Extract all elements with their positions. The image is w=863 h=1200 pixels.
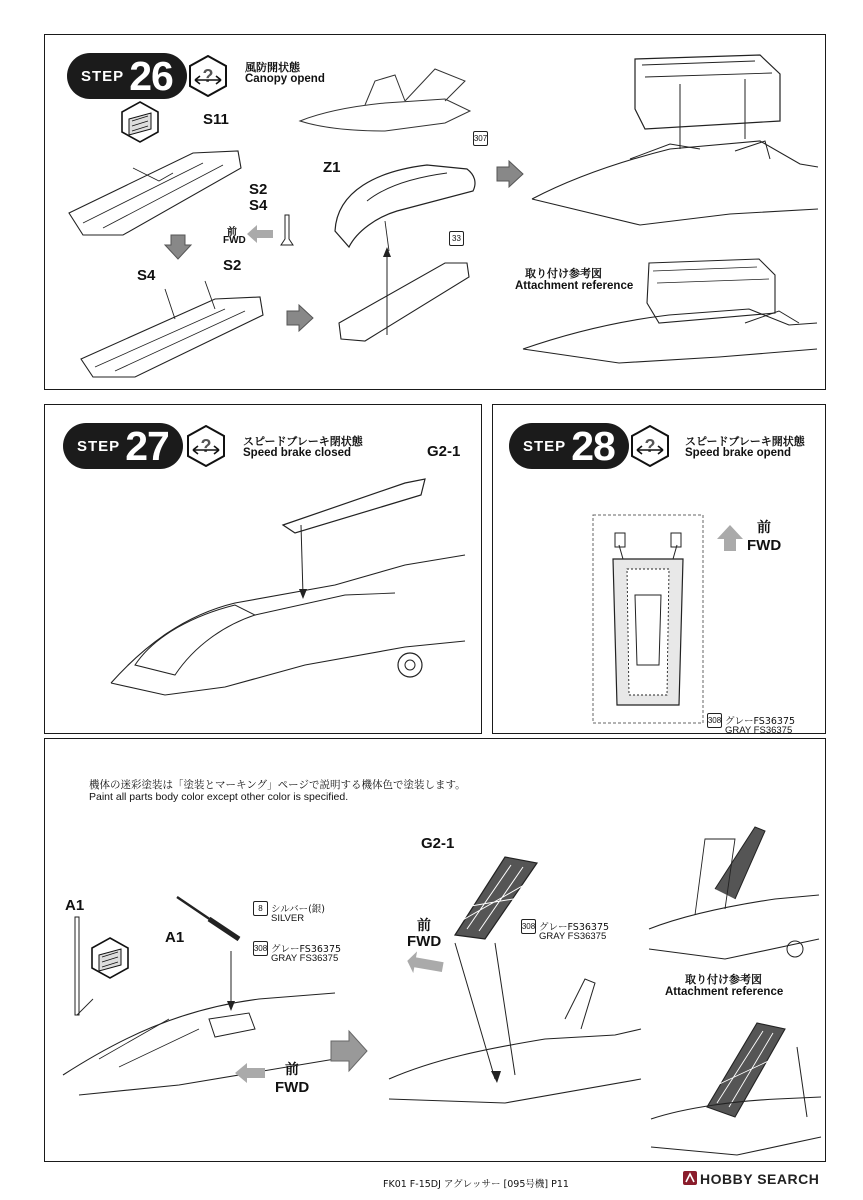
step-28-panel bbox=[492, 404, 826, 734]
part-label-s11: S11 bbox=[203, 111, 229, 128]
speed-brake-closed-sketch bbox=[105, 465, 475, 725]
svg-text:?: ? bbox=[644, 436, 656, 456]
reference-en-26: Attachment reference bbox=[515, 280, 634, 292]
step-number: 27 bbox=[125, 422, 169, 469]
silver-en: SILVER bbox=[271, 913, 305, 924]
paint-number-308: 308 bbox=[707, 713, 722, 728]
part-label-g2-1-bottom: G2-1 bbox=[421, 835, 455, 852]
canopy-reference-bottom bbox=[519, 253, 819, 373]
step-28-title-en: Speed brake opend bbox=[685, 447, 792, 459]
gray-en-b: GRAY FS36375 bbox=[539, 931, 607, 942]
right-arrow-icon-2 bbox=[495, 159, 525, 189]
gray-jp-a: グレーFS36375 bbox=[271, 944, 342, 955]
step-28-badge bbox=[509, 423, 629, 469]
step-word: STEP bbox=[77, 437, 121, 455]
decal-icon bbox=[119, 101, 161, 143]
page-footer: FK01 F-15DJ アグレッサー [095号機] P11 bbox=[383, 1179, 569, 1190]
part-label-g2-1: G2-1 bbox=[427, 443, 461, 460]
paint-note-jp: 機体の迷彩塗装は「塗装とマーキング」ページで説明する機体色で塗装します。 bbox=[89, 779, 466, 791]
reference-en-bottom: Attachment reference bbox=[665, 986, 784, 998]
paint-number-308-b: 308 bbox=[521, 919, 536, 934]
fwd-up-arrow-icon bbox=[715, 523, 745, 553]
step-27-badge bbox=[63, 423, 183, 469]
part-number-33: 33 bbox=[449, 231, 464, 246]
step-28-title-jp: スピードブレーキ開状態 bbox=[685, 435, 805, 448]
fwd-jp-label-a: 前 bbox=[285, 1062, 299, 1078]
canopy-frame-sketch bbox=[335, 243, 475, 343]
step-number: 28 bbox=[571, 422, 615, 469]
right-arrow-icon-1 bbox=[285, 303, 315, 333]
fwd-jp-label-28: 前 bbox=[757, 520, 771, 536]
lever-part-sketch bbox=[277, 213, 297, 249]
paint-jp-28: グレーFS36375 bbox=[725, 716, 796, 727]
fwd-arrow-icon bbox=[245, 223, 275, 245]
fwd-jp-label-b: 前 bbox=[417, 918, 431, 934]
reference-jp-26: 取り付け参考図 bbox=[525, 267, 602, 280]
seat-tub-sketch-2 bbox=[75, 279, 265, 379]
step-26-badge bbox=[67, 53, 187, 99]
reference-jp-bottom: 取り付け参考図 bbox=[685, 973, 762, 986]
fwd-en-label-b: FWD bbox=[407, 933, 442, 950]
paint-note-en: Paint all parts body color except other color is specified. bbox=[89, 791, 349, 803]
paint-number-8: 8 bbox=[253, 901, 268, 916]
fwd-en-label-a: FWD bbox=[275, 1079, 310, 1096]
part-label-s4-a: S4 bbox=[249, 197, 268, 214]
fwd-en-label-26: FWD bbox=[223, 235, 246, 246]
gray-en-a: GRAY FS36375 bbox=[271, 953, 339, 964]
down-arrow-icon bbox=[163, 233, 193, 261]
hobby-search-logo-icon bbox=[682, 1170, 698, 1186]
step-26-title-jp: 風防開状態 bbox=[245, 61, 300, 74]
paint-number-308-a: 308 bbox=[253, 941, 268, 956]
part-label-s4-b: S4 bbox=[137, 267, 156, 284]
step-27-title-jp: スピードブレーキ閉状態 bbox=[243, 435, 363, 448]
attachment-reference-bottom-sketch bbox=[647, 1007, 823, 1157]
part-label-z1: Z1 bbox=[323, 159, 341, 176]
part-label-s2-b: S2 bbox=[223, 257, 242, 274]
step-number: 26 bbox=[129, 52, 173, 99]
fwd-arrow-icon-bottom-a bbox=[233, 1061, 267, 1085]
attachment-reference-top-sketch bbox=[645, 819, 821, 969]
silver-jp: シルバー(銀) bbox=[271, 904, 326, 915]
canopy-open-reference-top bbox=[530, 49, 820, 229]
step-26-panel bbox=[44, 34, 826, 390]
step-word: STEP bbox=[81, 67, 125, 85]
svg-text:?: ? bbox=[202, 66, 214, 86]
right-arrow-icon-bottom bbox=[329, 1029, 369, 1073]
aircraft-nose-sketch bbox=[295, 61, 475, 141]
step-27-panel bbox=[44, 404, 482, 734]
step-27-title-en: Speed brake closed bbox=[243, 447, 352, 459]
option-choice-icon bbox=[185, 425, 227, 467]
seat-tub-sketch-1 bbox=[63, 143, 243, 238]
gray-jp-b: グレーFS36375 bbox=[539, 922, 610, 933]
part-number-307: 307 bbox=[473, 131, 488, 146]
step-26-title-en: Canopy opend bbox=[245, 73, 325, 85]
bottom-panel bbox=[44, 738, 826, 1162]
fwd-jp-label-26: 前 bbox=[227, 227, 237, 238]
part-label-a1-mid: A1 bbox=[165, 929, 185, 946]
paint-en-28: GRAY FS36375 bbox=[725, 725, 793, 736]
part-label-s2-a: S2 bbox=[249, 181, 268, 198]
option-choice-icon bbox=[187, 55, 229, 97]
option-choice-icon bbox=[629, 425, 671, 467]
step-word: STEP bbox=[523, 437, 567, 455]
fwd-en-label-28: FWD bbox=[747, 537, 782, 554]
svg-text:?: ? bbox=[200, 436, 212, 456]
part-label-a1-left: A1 bbox=[65, 897, 85, 914]
speed-brake-open-topview bbox=[583, 505, 713, 733]
speed-brake-install-sketch bbox=[385, 939, 645, 1109]
hobby-search-brand: HOBBY SEARCH bbox=[700, 1171, 820, 1187]
